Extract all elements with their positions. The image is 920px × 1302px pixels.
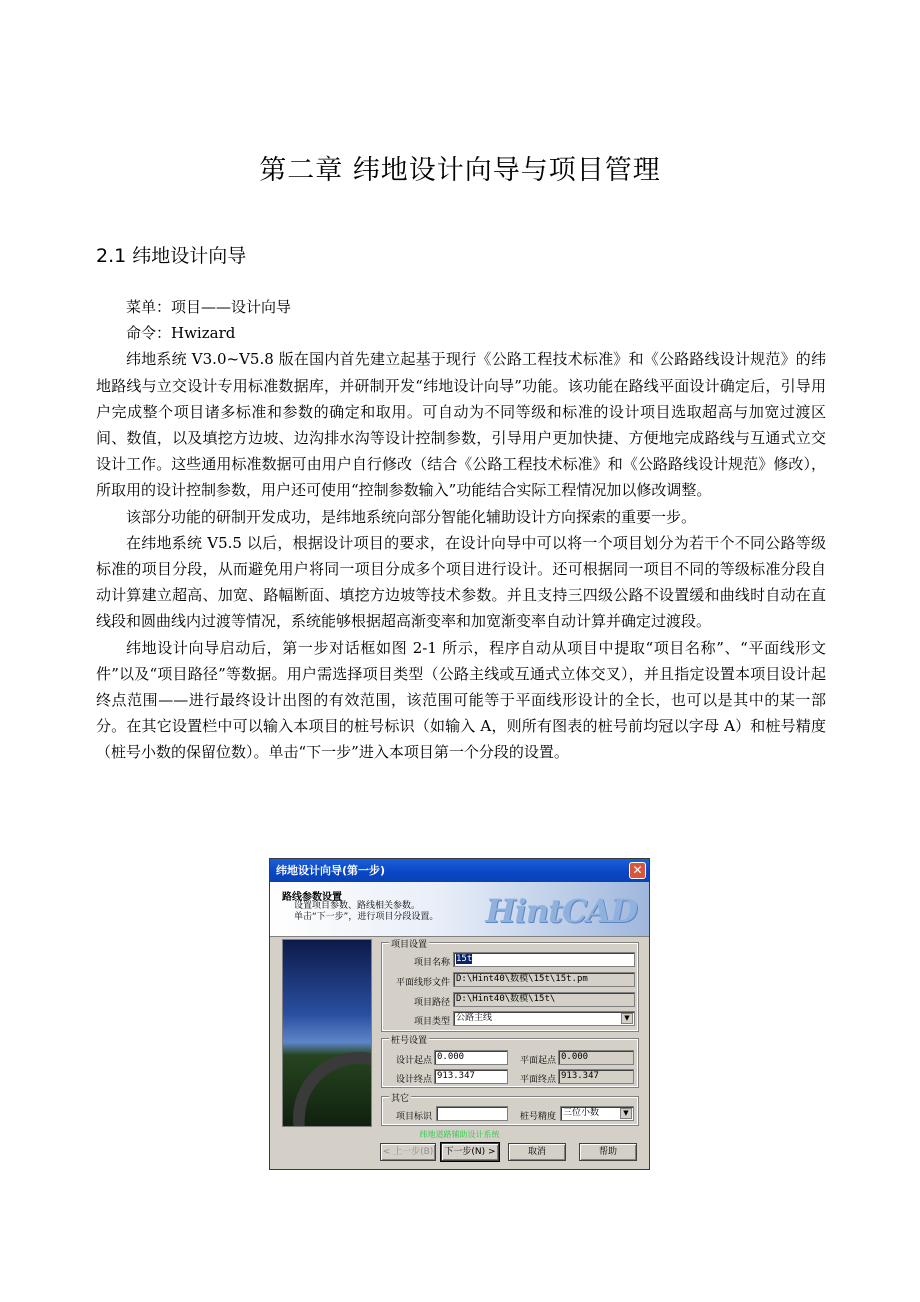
- wizard-dialog: [269, 858, 650, 1170]
- plan-file-label: 平面线形文件: [395, 978, 450, 988]
- design-start-input[interactable]: 0.000: [434, 1050, 508, 1065]
- project-path-label: 项目路径: [413, 998, 450, 1008]
- plan-start-label: 平面起点: [519, 1056, 556, 1066]
- plan-end-field[interactable]: 913.347: [558, 1069, 634, 1084]
- chevron-down-icon[interactable]: ▼: [621, 1013, 633, 1024]
- plan-file-field[interactable]: D:\Hint40\数模\15t\15t.pm: [453, 972, 635, 987]
- paragraph: 命令：Hwizard: [126, 324, 236, 343]
- dialog-title: 纬地设计向导(第一步): [276, 864, 386, 877]
- chevron-down-icon[interactable]: ▼: [620, 1108, 632, 1119]
- paragraph: 该部分功能的研制开发成功，是纬地系统向部分智能化辅助设计方向探索的重要一步。: [126, 507, 697, 526]
- paragraph: 在纬地系统 V5.5 以后，根据设计项目的要求，在设计向导中可以将一个项目划分为若干个不同公路等级标准的项目分段，从而避免用户将同一项目分成多个项目进行设计。还可根据同一项目不同的等级标准分段自动计算建立超高、加宽、路幅断面、填挖方边坡等技术参数。并且支持三四级公路不设置缓和曲线时自动在直线段和圆曲线内过渡等情况，系统能够根据超高渐变率和加宽渐变率自动计算并确定过渡段。: [96, 533, 826, 631]
- road-image: [282, 939, 372, 1127]
- banner-title: 路线参数设置: [282, 892, 342, 903]
- project-type-select[interactable]: [453, 1011, 635, 1026]
- banner-description: 设置项目参数、路线相关参数。 单击“下一步”，进行项目分段设置。: [294, 901, 439, 922]
- project-mark-input[interactable]: [436, 1106, 508, 1121]
- project-type-value: 公路主线: [456, 1013, 493, 1023]
- dialog-banner: [270, 882, 649, 937]
- body-text: [96, 294, 826, 766]
- group-label: 其它: [389, 1091, 411, 1104]
- dialog-titlebar[interactable]: [270, 859, 649, 882]
- paragraph: 纬地系统 V3.0~V5.8 版在国内首先建立起基于现行《公路工程技术标准》和《公路路线设计规范》的纬地路线与立交设计专用标准数据库，并研制开发“纬地设计向导”功能。该功能在路线平面设计确定后，引导用户完成整个项目诸多标准和参数的确定和取用。可自动为不同等级和标准的设计项目选取超高与加宽过渡区间、数值，以及填挖方边坡、边沟排水沟等设计控制参数，引导用户更加快捷、方便地完成路线与互通式立交设计工作。这些通用标准数据可由用户自行修改（结合《公路工程技术标准》和《公路路线设计规范》修改），所取用的设计控制参数，用户还可使用“控制参数输入”功能结合实际工程情况加以修改调整。: [96, 350, 826, 500]
- footer-brand: 纬地道路辅助设计系统: [419, 1130, 500, 1139]
- project-name-input[interactable]: 15t: [453, 952, 635, 967]
- precision-label: 桩号精度: [519, 1112, 556, 1122]
- precision-select[interactable]: [560, 1106, 634, 1121]
- hintcad-logo: HintCAD: [485, 892, 637, 930]
- paragraph: 菜单：项目——设计向导: [126, 298, 292, 316]
- design-end-label: 设计终点: [395, 1075, 432, 1085]
- group-label: 桩号设置: [389, 1033, 429, 1046]
- plan-start-field[interactable]: 0.000: [558, 1050, 634, 1065]
- section-title: 2.1 纬地设计向导: [96, 245, 247, 267]
- group-label: 项目设置: [389, 937, 429, 950]
- project-mark-label: 项目标识: [395, 1112, 432, 1122]
- design-end-input[interactable]: 913.347: [434, 1069, 508, 1084]
- project-path-field[interactable]: D:\Hint40\数模\15t\: [453, 992, 635, 1007]
- paragraph: 纬地设计向导启动后，第一步对话框如图 2-1 所示，程序自动从项目中提取“项目名称”、“平面线形文件”以及“项目路径”等数据。用户需选择项目类型（公路主线或互通式立体交叉），并且指定设置本项目设计起终点范围——进行最终设计出图的有效范围，该范围可能等于平面线形设计的全长，也可以是其中的某一部分。在其它设置栏中可以输入本项目的桩号标识（如输入 A，则所有图表的桩号前均冠以字母 A）和桩号精度（桩号小数的保留位数）。单击“下一步”进入本项目第一个分段的设置。: [96, 638, 826, 762]
- help-button[interactable]: 帮助: [579, 1143, 637, 1161]
- plan-end-label: 平面终点: [519, 1075, 556, 1085]
- cancel-button[interactable]: 取消: [508, 1143, 566, 1161]
- precision-value: 三位小数: [563, 1108, 600, 1118]
- project-name-label: 项目名称: [413, 958, 450, 968]
- project-type-label: 项目类型: [413, 1017, 450, 1027]
- next-button[interactable]: 下一步(N) >: [441, 1143, 499, 1161]
- chapter-title: 第二章 纬地设计向导与项目管理: [259, 155, 661, 186]
- close-icon[interactable]: ✕: [629, 862, 646, 879]
- design-start-label: 设计起点: [395, 1056, 432, 1066]
- prev-button[interactable]: < 上一步(B): [380, 1143, 436, 1161]
